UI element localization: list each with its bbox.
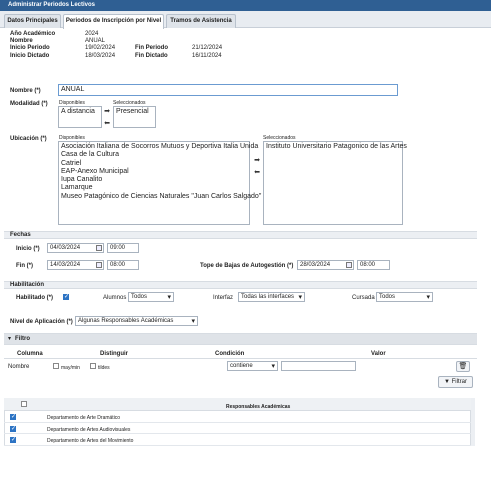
filtro-section-bar[interactable] xyxy=(4,333,477,345)
row-checkbox[interactable] xyxy=(10,426,16,432)
modalidad-seleccionados-label: Seleccionados xyxy=(113,100,146,106)
nombre-input[interactable]: ANUAL xyxy=(58,84,398,96)
col-condicion: Condición xyxy=(215,351,245,357)
inicio-dictado-label: Inicio Dictado xyxy=(10,53,50,59)
fin-periodo-label: Fin Periodo xyxy=(135,45,168,51)
calendar-icon[interactable] xyxy=(96,245,102,251)
fin-label: Fin (*) xyxy=(16,263,33,269)
calendar-icon[interactable] xyxy=(346,262,352,268)
inicio-date-value: 04/03/2024 xyxy=(50,245,81,251)
list-item[interactable]: Casa de la Cultura xyxy=(61,151,119,159)
row-checkbox[interactable] xyxy=(10,437,16,443)
move-left-icon[interactable]: ⬅ xyxy=(254,169,260,176)
alumnos-label: Alumnos xyxy=(103,295,127,301)
nombre-label: Nombre (*) xyxy=(10,88,41,94)
col-columna: Columna xyxy=(17,351,43,357)
inicio-date-input[interactable] xyxy=(47,243,104,253)
inicio-dictado-value: 18/03/2024 xyxy=(85,53,116,59)
tab-bar xyxy=(0,11,491,28)
habilitado-label: Habilitado (*) xyxy=(16,295,53,301)
modalidad-seleccionados-list[interactable] xyxy=(113,106,156,128)
ubicacion-disponibles-list[interactable] xyxy=(58,141,262,225)
select-all-checkbox[interactable] xyxy=(21,401,27,407)
fin-time-input[interactable]: 08:00 xyxy=(107,260,139,270)
interfaz-select[interactable]: Todas las interfaces ▾ xyxy=(238,292,305,302)
filtro-divider xyxy=(4,358,477,359)
nombre-summary-value: ANUAL xyxy=(85,38,106,44)
tildes-label: tildes xyxy=(98,365,110,371)
may-min-checkbox[interactable] xyxy=(53,363,59,369)
inicio-periodo-value: 19/02/2024 xyxy=(85,45,116,51)
filtro-section-label: Filtro xyxy=(15,336,30,342)
tab-tramos-asistencia[interactable]: Tramos de Asistencia xyxy=(166,14,236,28)
list-item[interactable]: Museo Patagónico de Ciencias Naturales "Juan Carlos Salgado" xyxy=(61,192,262,200)
tope-date-value: 28/03/2024 xyxy=(300,262,331,268)
list-item[interactable]: Presencial xyxy=(116,108,149,115)
modalidad-label: Modalidad (*) xyxy=(10,101,48,107)
fin-dictado-value: 16/11/2024 xyxy=(192,53,222,59)
fin-periodo-value: 21/12/2024 xyxy=(192,45,223,51)
window-title: Administrar Periodos Lectivos xyxy=(0,0,491,11)
table-header-label: Responsables Académicas xyxy=(226,404,291,410)
nombre-summary-label: Nombre xyxy=(10,38,33,44)
fechas-section-label: Fechas xyxy=(10,232,31,238)
anio-value: 2024 xyxy=(85,31,99,37)
collapse-icon[interactable]: ▾ xyxy=(8,336,12,342)
row-checkbox[interactable] xyxy=(10,414,16,420)
habilitacion-section-label: Habilitación xyxy=(10,282,45,288)
tab-datos-principales[interactable]: Datos Principales xyxy=(4,14,61,28)
filter-icon: ▼ xyxy=(444,379,450,385)
fechas-section-bar xyxy=(4,231,477,239)
filtrar-button[interactable]: ▼ Filtrar xyxy=(438,376,473,388)
filtro-row-label: Nombre xyxy=(8,364,30,370)
list-item[interactable]: Iupa Canalito xyxy=(61,176,103,184)
tope-time-input[interactable]: 08:00 xyxy=(357,260,390,270)
modalidad-disponibles-label: Disponibles xyxy=(59,100,85,106)
inicio-label: Inicio (*) xyxy=(16,246,40,252)
condicion-select[interactable]: contiene ▾ xyxy=(227,361,278,371)
habilitado-checkbox[interactable] xyxy=(63,294,69,300)
habilitacion-section-bar xyxy=(4,281,477,289)
move-left-icon[interactable]: ⬅ xyxy=(104,120,110,127)
modalidad-disponibles-list[interactable] xyxy=(58,106,102,128)
ubicacion-disponibles-label: Disponibles xyxy=(59,135,85,141)
row-name: Departamento de Artes del Movimiento xyxy=(47,438,134,444)
list-item[interactable]: Asociación Italiana de Socorros Mutuos y Deportiva Italia Unida xyxy=(61,143,259,150)
tope-label: Tope de Bajas de Autogestión (*) xyxy=(200,263,294,269)
tildes-checkbox[interactable] xyxy=(90,363,96,369)
col-distinguir: Distinguir xyxy=(100,351,128,357)
list-item[interactable]: Instituto Universitario Patagonico de las Artes xyxy=(266,143,407,150)
row-name: Departamento de Artes Audiovisuales xyxy=(47,427,131,433)
trash-icon[interactable]: 🗑 xyxy=(456,361,470,372)
interfaz-label: Interfaz xyxy=(213,295,234,301)
alumnos-select[interactable]: Todos ▾ xyxy=(128,292,174,302)
list-item[interactable]: EAP-Anexo Municipal xyxy=(61,167,129,175)
inicio-periodo-label: Inicio Periodo xyxy=(10,45,50,51)
col-valor: Valor xyxy=(371,351,386,357)
row-name: Departamento de Arte Dramático xyxy=(47,415,121,421)
inicio-time-input[interactable]: 09:00 xyxy=(107,243,139,253)
valor-input[interactable] xyxy=(281,361,356,371)
list-item[interactable]: Lamarque xyxy=(61,184,93,192)
tope-date-input[interactable] xyxy=(297,260,354,270)
cursada-label: Cursada xyxy=(352,295,375,301)
move-right-icon[interactable]: ➡ xyxy=(104,108,110,115)
anio-label: Año Académico xyxy=(10,31,56,37)
nivel-label: Nivel de Aplicación (*) xyxy=(10,319,73,325)
calendar-icon[interactable] xyxy=(96,262,102,268)
table-scrollbar[interactable] xyxy=(471,398,475,446)
fin-dictado-label: Fin Dictado xyxy=(135,53,168,59)
cursada-select[interactable]: Todos ▾ xyxy=(376,292,433,302)
ubicacion-label: Ubicación (*) xyxy=(10,136,47,142)
fin-date-input[interactable] xyxy=(47,260,104,270)
list-item[interactable]: Catriel xyxy=(61,159,82,167)
list-item[interactable]: A distancia xyxy=(61,108,95,115)
ubicacion-seleccionados-label: Seleccionados xyxy=(263,135,296,141)
nivel-select[interactable]: Algunas Responsables Académicas ▾ xyxy=(75,316,198,326)
ubicacion-seleccionados-list[interactable] xyxy=(263,141,407,225)
fin-date-value: 14/03/2024 xyxy=(50,262,81,268)
may-min-label: may/min xyxy=(61,365,80,371)
tab-periodos-inscripcion[interactable]: Periodos de Inscripción por Nivel xyxy=(63,14,164,29)
move-right-icon[interactable]: ➡ xyxy=(254,157,260,164)
